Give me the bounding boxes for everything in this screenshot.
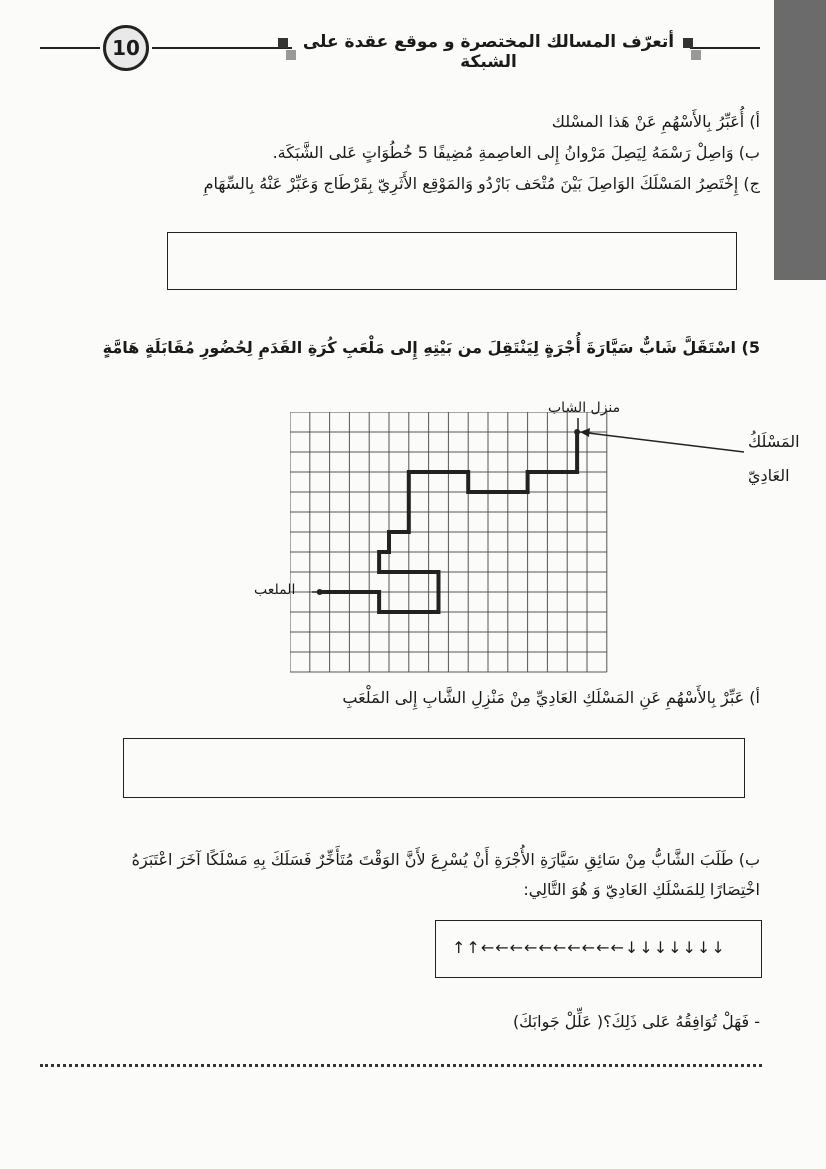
arrow-sequence: ↑↑←←←←←←←←←←↓↓↓↓↓↓↓ <box>452 938 726 957</box>
part-b-text: ب) وَاصِلْ رَسْمَهُ لِيَصِلَ مَرْوانُ إِلى العاصِمةِ مُضِيفًا 5 خُطُوَاتٍ عَلى الشَّبَكَة. <box>272 143 760 162</box>
home-label: منزل الشاب <box>548 400 621 416</box>
question-a-text: أ) عَبِّرْ بِالأَسْهُمِ عَنِ المَسْلَكِ العَادِيِّ مِنْ مَنْزِلِ الشَّابِ إِلى المَلْعَبِ <box>342 688 760 707</box>
answer-box-question-a[interactable] <box>123 738 745 798</box>
exercise-5-statement: 5) اسْتَقَلَّ شَابٌّ سَيَّارَةَ أُجْرَةٍ لِيَنْتَقِلَ من بَيْتِهِ إِلى مَلْعَبِ كُرَةِ القَدَمِ لِحُضُورِ مُقَابَلَةٍ هَامَّةٍ <box>102 338 760 357</box>
stadium-label: الملعب <box>254 582 296 598</box>
question-b-text-line1: ب) طَلَبَ الشَّابُّ مِنْ سَائِقِ سَيَّارَةِ الأُجْرَةِ أَنْ يُسْرِعَ لأَنَّ الوَقْتَ مُتَأَخِّرٌ فَسَلَكَ بِهِ مَسْلَكًا آخَرَ اعْتَبَرَهُ <box>131 850 760 869</box>
part-c-text: ج) إِخْتَصِرُ المَسْلَكَ الوَاصِلَ بَيْنَ مُتْحَف بَارْدُو وَالمَوْقِع الأَثَرِيّ بِقَرْطَاج وَعَبِّرْ عَنْهُ بِالسِّهَامِ <box>203 174 760 193</box>
part-a-text: أ) أُعَبِّرُ بِالأَسْهُمِ عَنْ هَذا المسْلك <box>551 112 760 131</box>
answer-dotted-line[interactable] <box>40 1060 762 1067</box>
page-number: 10 <box>103 25 149 71</box>
route-label-line2: العَادِيّ <box>748 466 790 485</box>
page-title: أتعرّف المسالك المختصرة و موقع عقدة على الشبكة <box>302 32 675 72</box>
question-c-text: - فَهَلْ تُوَافِقُهُ عَلى ذَلِكَ؟( عَلِّلْ جَوابَكَ) <box>512 1012 760 1031</box>
route-label-line1: المَسْلَكُ <box>748 432 800 451</box>
question-b-text-line2: اخْتِصَارًا لِلمَسْلَكِ العَادِيّ وَ هُوَ التَّالِي: <box>523 880 760 899</box>
